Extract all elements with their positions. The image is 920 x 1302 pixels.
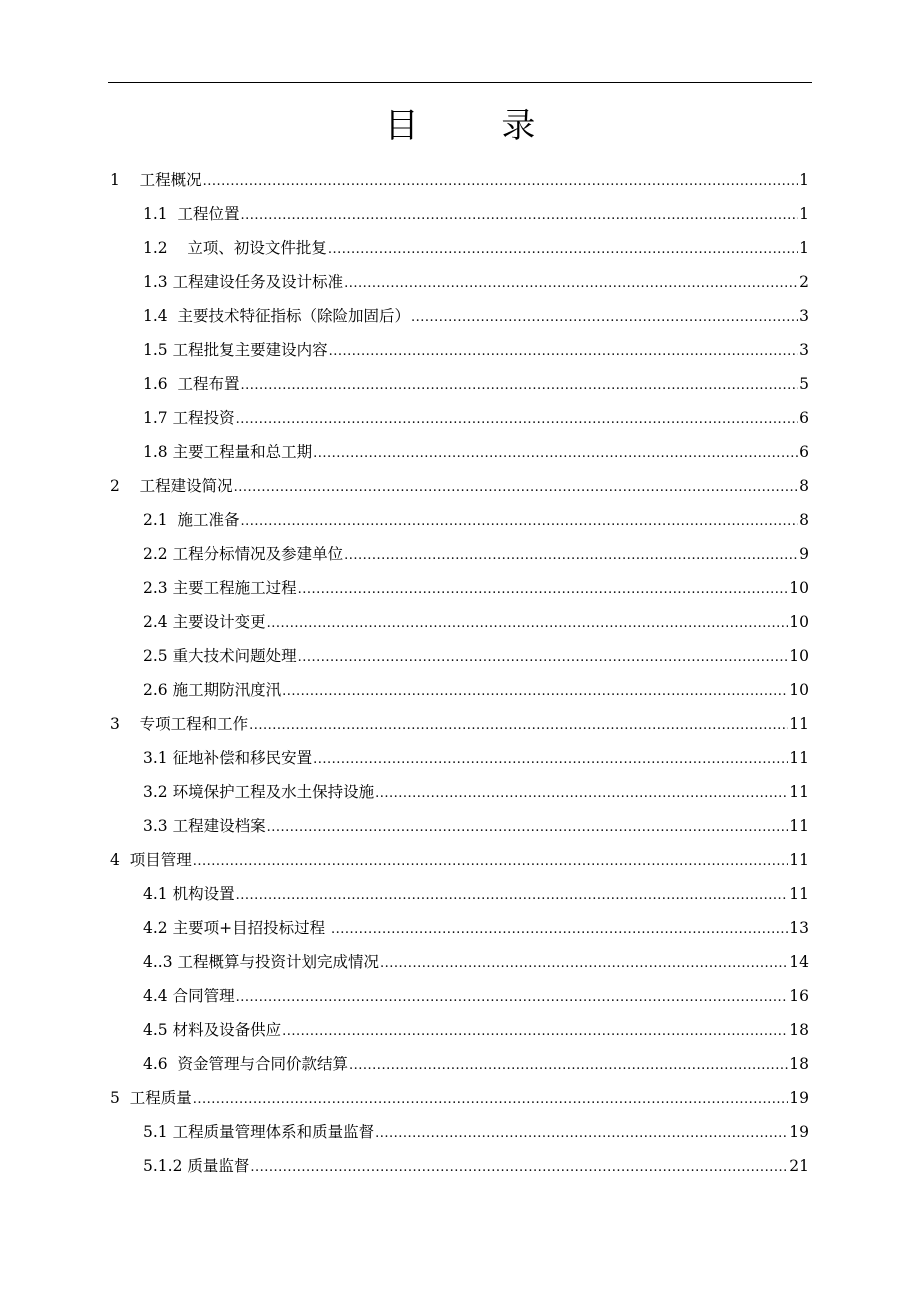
toc-entry-page-number: 13 [789,919,809,937]
toc-leader-dots [328,233,798,267]
toc-entry[interactable] [143,639,809,673]
toc-entry-label: 3.2 环境保护工程及水土保持设施 [143,783,375,801]
toc-entry-label: 3.1 征地补偿和移民安置 [143,749,313,767]
toc-leader-dots [298,573,789,607]
toc-entry[interactable] [143,979,809,1013]
toc-entry-label: 5 工程质量 [110,1089,192,1107]
toc-entry-page-number: 8 [799,477,809,495]
toc-entry[interactable] [143,333,809,367]
toc-leader-dots [313,743,788,777]
toc-entry-label: 2 工程建设简况 [110,477,233,495]
toc-entry-label: 1.8 主要工程量和总工期 [143,443,313,461]
toc-entry[interactable] [110,1081,809,1115]
toc-entry-label: 2.6 施工期防汛度汛 [143,681,282,699]
toc-entry[interactable] [143,503,809,537]
toc-entry-page-number: 18 [789,1021,809,1039]
toc-entry-label: 5.1.2 质量监督 [143,1157,250,1175]
toc-entry-page-number: 10 [789,647,809,665]
toc-entry-label: 2.2 工程分标情况及参建单位 [143,545,344,563]
toc-entry[interactable] [110,163,809,197]
toc-entry-label: 1.5 工程批复主要建设内容 [143,341,328,359]
toc-leader-dots [236,879,789,913]
toc-entry-page-number: 2 [799,273,809,291]
toc-leader-dots [349,1049,788,1083]
toc-entry[interactable] [143,299,809,333]
toc-entry-label: 1.1 工程位置 [143,205,240,223]
toc-leader-dots [250,1151,788,1185]
toc-leader-dots [344,539,798,573]
toc-leader-dots [298,641,789,675]
toc-entry[interactable] [143,809,809,843]
toc-leader-dots [236,981,789,1015]
toc-entry-page-number: 11 [789,885,809,903]
toc-entry-page-number: 11 [789,749,809,767]
toc-entry-page-number: 18 [789,1055,809,1073]
toc-leader-dots [380,947,788,981]
toc-leader-dots [249,709,788,743]
toc-entry-label: 4.6 资金管理与合同价款结算 [143,1055,349,1073]
toc-leader-dots [203,165,799,199]
toc-entry-label: 4..3 工程概算与投资计划完成情况 [143,953,380,971]
toc-entry[interactable] [110,707,809,741]
toc-entry[interactable] [143,1047,809,1081]
toc-entry[interactable] [143,401,809,435]
toc-entry[interactable] [143,537,809,571]
toc-entry-page-number: 19 [789,1123,809,1141]
toc-entry-page-number: 1 [799,205,809,223]
toc-entry[interactable] [143,945,809,979]
toc-entry-page-number: 10 [789,579,809,597]
toc-leader-dots [411,301,798,335]
toc-leader-dots [282,675,788,709]
toc-entry-page-number: 9 [799,545,809,563]
toc-entry-page-number: 16 [789,987,809,1005]
toc-leader-dots [313,437,798,471]
toc-leader-dots [193,1083,789,1117]
page-title: 目 录 [384,106,572,146]
toc-leader-dots [375,1117,788,1151]
toc-entry[interactable] [143,775,809,809]
toc-entry-page-number: 10 [789,613,809,631]
toc-entry[interactable] [143,1149,809,1183]
toc-entry-label: 4.2 主要项+目招投标过程 [143,919,330,937]
toc-entry-page-number: 11 [789,817,809,835]
toc-entry-label: 2.5 重大技术问题处理 [143,647,297,665]
toc-entry[interactable] [143,877,809,911]
toc-entry-label: 4 项目管理 [110,851,192,869]
toc-entry-page-number: 5 [799,375,809,393]
toc-entry[interactable] [143,1013,809,1047]
toc-leader-dots [329,335,799,369]
toc-entry-label: 1.6 工程布置 [143,375,240,393]
toc-entry-page-number: 21 [789,1157,809,1175]
toc-entry[interactable] [143,197,809,231]
toc-leader-dots [282,1015,788,1049]
toc-entry[interactable] [143,741,809,775]
toc-leader-dots [241,369,799,403]
toc-entry-label: 1.7 工程投资 [143,409,235,427]
toc-entry-page-number: 11 [789,715,809,733]
toc-entry-page-number: 1 [799,171,809,189]
toc-entry[interactable] [143,571,809,605]
toc-entry[interactable] [143,605,809,639]
toc-leader-dots [241,199,799,233]
toc-entry-page-number: 6 [799,409,809,427]
toc-entry[interactable] [143,911,809,945]
toc-entry[interactable] [143,265,809,299]
header-rule [108,82,812,83]
toc-leader-dots [331,913,788,947]
toc-entry-page-number: 8 [799,511,809,529]
toc-entry-page-number: 14 [789,953,809,971]
toc-entry-label: 1 工程概况 [110,171,202,189]
toc-entry-label: 2.3 主要工程施工过程 [143,579,297,597]
toc-entry[interactable] [143,1115,809,1149]
toc-leader-dots [234,471,799,505]
toc-entry[interactable] [143,673,809,707]
toc-entry[interactable] [143,367,809,401]
toc-entry-label: 3.3 工程建设档案 [143,817,266,835]
toc-entry-label: 2.1 施工准备 [143,511,240,529]
toc-leader-dots [267,811,789,845]
toc-entry[interactable] [110,469,809,503]
toc-entry-page-number: 1 [799,239,809,257]
toc-entry-page-number: 11 [789,851,809,869]
toc-entry-label: 4.1 机构设置 [143,885,235,903]
toc-leader-dots [236,403,799,437]
toc-leader-dots [193,845,789,879]
toc-entry[interactable] [143,435,809,469]
toc-entry-page-number: 6 [799,443,809,461]
toc-entry[interactable] [110,843,809,877]
toc-entry-label: 1.3 工程建设任务及设计标准 [143,273,344,291]
toc-entry-label: 1.4 主要技术特征指标（除险加固后） [143,307,411,325]
toc-entry-page-number: 19 [789,1089,809,1107]
toc-entry[interactable] [143,231,809,265]
toc-entry-label: 4.5 材料及设备供应 [143,1021,282,1039]
toc-entry-page-number: 10 [789,681,809,699]
toc-entry-label: 2.4 主要设计变更 [143,613,266,631]
toc-entry-label: 1.2 立项、初设文件批复 [143,239,327,257]
toc-entry-page-number: 3 [799,307,809,325]
toc-leader-dots [344,267,798,301]
toc-entry-label: 3 专项工程和工作 [110,715,249,733]
toc-entry-page-number: 3 [799,341,809,359]
toc-entry-label: 4.4 合同管理 [143,987,235,1005]
toc-leader-dots [267,607,789,641]
toc-entry-page-number: 11 [789,783,809,801]
toc-entry-label: 5.1 工程质量管理体系和质量监督 [143,1123,375,1141]
toc-leader-dots [375,777,788,811]
toc-leader-dots [241,505,799,539]
